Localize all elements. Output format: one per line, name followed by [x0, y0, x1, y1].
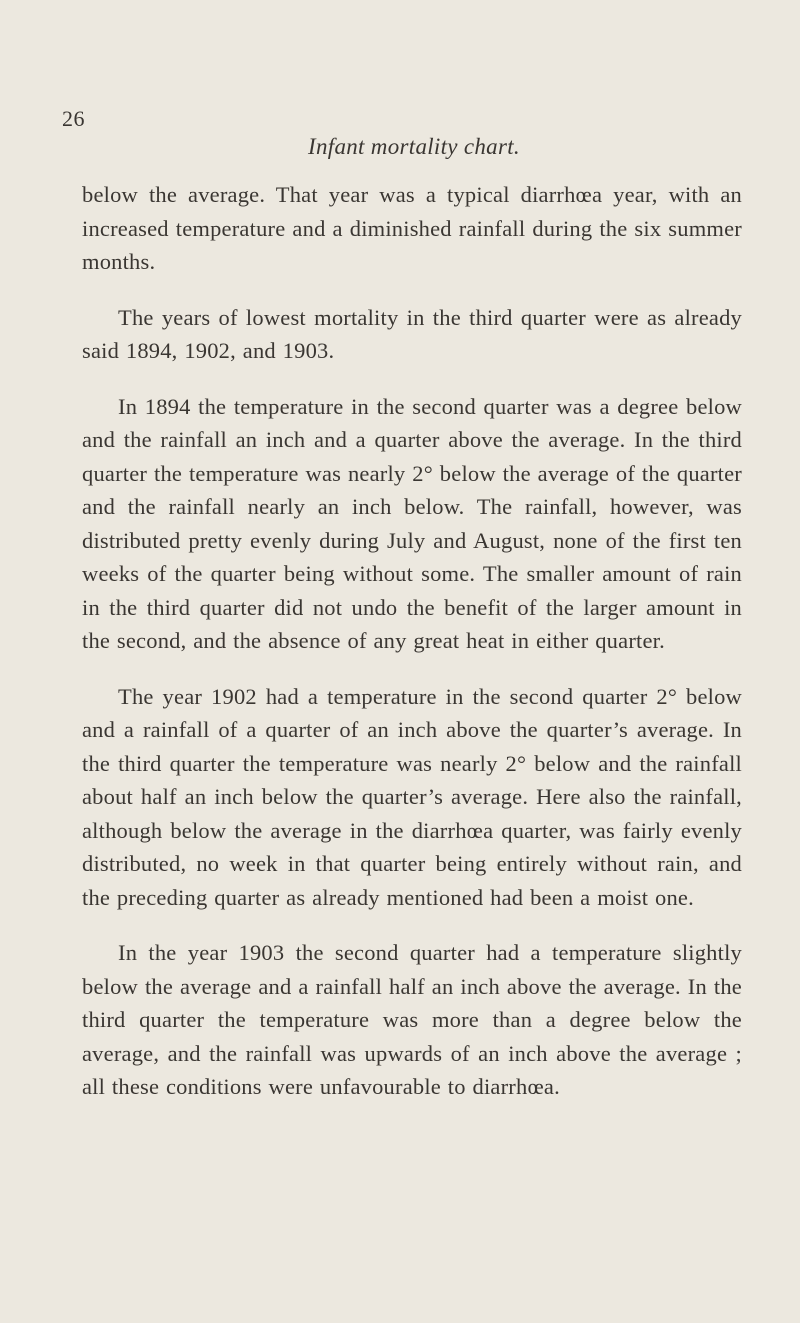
page-number: 26	[62, 106, 85, 131]
body-text	[82, 178, 742, 1104]
paragraph-1894: In 1894 the temperature in the second quarter was a degree below and the rainfall an inch and a quarter above the average. In the third quarter the temperature was nearly 2° below the average of the quarter and the rainfall nearly an inch below. The rainfall, however, was distributed pretty evenly during July and August, none of the first ten weeks of the quarter being without some. The smaller amount of rain in the third quarter did not undo the benefit of the larger amount in the second, and the absence of any great heat in either quarter.	[82, 393, 742, 653]
paragraph-1903: In the year 1903 the second quarter had a temperature slightly below the average and a rainfall half an inch above the average. In the third quarter the temperature was more than a degree below the average, and the rainfall was upwards of an inch above the average ; all these conditions were unfavourable to diarrhœa.	[82, 940, 742, 1099]
paragraph-continuation: below the average. That year was a typical diarrhœa year, with an increased temperature and a diminished rainfall during the six summer months.	[82, 182, 742, 274]
running-head: Infant mortality chart.	[308, 134, 520, 159]
paragraph-lowest-mortality-years: The years of lowest mortality in the third quarter were as already said 1894, 1902, and 1903.	[82, 304, 742, 363]
paragraph-1902: The year 1902 had a temperature in the second quarter 2° below and a rainfall of a quarter of an inch above the quarter’s average. In the third quarter the temperature was nearly 2° below and the rainfall about half an inch below the quarter’s average. Here also the rainfall, although below the average in the diarrhœa quarter, was fairly evenly distributed, no week in that quarter being entirely without rain, and the preceding quarter as already mentioned had been a moist one.	[82, 683, 742, 910]
